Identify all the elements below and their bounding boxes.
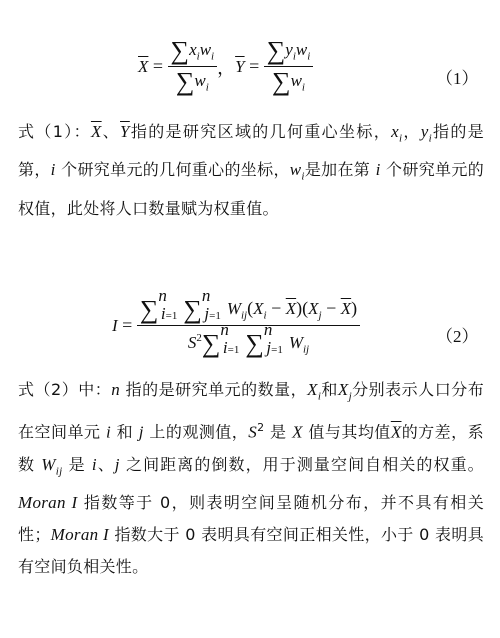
equation-1-number: （1）	[436, 69, 479, 88]
equation-1: $\overline{X}$ = $\frac{\sum x_iw_i}{\sum w_i}$ ， $\overline{Y}$ = $\frac{\sum y_iw_i}{\sum w_i}$ （1）	[138, 36, 479, 96]
equation-2-number: （2）	[436, 327, 479, 346]
paragraph-1: 式（1）：$\overline{X}$、$\overline{Y}$指的是研究区域的几何重心坐标，$x_i$，$y_i$指的是第，i 个研究单元的几何重心的坐标，$w_i$是加在第 i 个研究单元的权值，此处将人口数量赋为权重值。	[18, 122, 484, 218]
equation-2: I = $\frac{\sum^n_{i=1} \sum^n_{j=1} W_{ij}(X_i - \overline{X})(X_j - \overline{X})}{S^2\sum^n_{i=1} \sum^n_{j=1} W_{ij}}$ （2）	[112, 286, 479, 358]
paragraph-2: 式（2）中：n 指的是研究单元的数量，$X_i$和$X_j$分别表示人口分布在空间单元 i 和 j 上的观测值，$S^2$ 是 X 值与其均值$\overline{X}$的方差，系数 $W_{ij}$ 是 i、j 之间距离的倒数，用于测量空间自相关的权重。Moran I 指数等于 0，则表明空间呈随机分布，并不具有相关性；Moran I 指数大于 0 表明具有空间正相关性，小于 0 表明具有空间负相关性。	[18, 380, 484, 577]
